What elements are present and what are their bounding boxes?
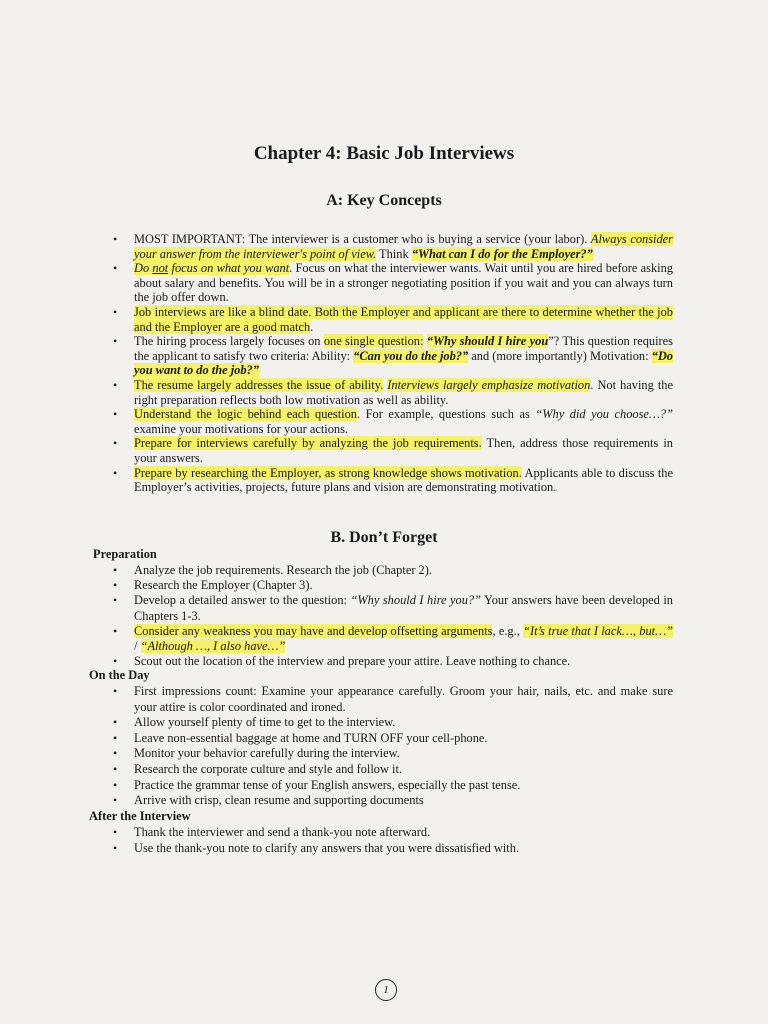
preparation-heading: Preparation <box>93 547 157 561</box>
list-item: • Leave non-essential baggage at home and TURN OFF your cell-phone. <box>113 731 673 747</box>
page-number: 1 <box>375 979 397 1001</box>
on-the-day-heading: On the Day <box>89 668 150 682</box>
key-concepts-list <box>113 232 673 495</box>
list-item: • Use the thank-you note to clarify any answers that you were dissatisfied with. <box>113 841 673 857</box>
list-item: • MOST IMPORTANT: The interviewer is a customer who is buying a service (your labor). Always consider your answer from the interviewer's point of view. Think “What can I do for the Employer?” <box>113 232 673 261</box>
list-item: • Thank the interviewer and send a thank-you note afterward. <box>113 825 673 841</box>
list-item: • Arrive with crisp, clean resume and supporting documents <box>113 793 673 809</box>
list-item: • Understand the logic behind each question. For example, questions such as “Why did you choose…?” examine your motivations for your actions. <box>113 407 673 436</box>
list-item: • Research the corporate culture and style and follow it. <box>113 762 673 778</box>
list-item: • Develop a detailed answer to the question: “Why should I hire you?” Your answers have been developed in Chapters 1-3. <box>113 593 673 623</box>
list-item: • Practice the grammar tense of your English answers, especially the past tense. <box>113 778 673 794</box>
list-item: • Job interviews are like a blind date. Both the Employer and applicant are there to determine whether the job and the Employer are a good match. <box>113 305 673 334</box>
after-interview-heading: After the Interview <box>89 809 191 823</box>
list-item: • Consider any weakness you may have and develop offsetting arguments, e.g., “It’s true that I lack…, but…” / “Although …, I also have…” <box>113 624 673 654</box>
list-item: • Prepare for interviews carefully by analyzing the job requirements. Then, address those requirements in your answers. <box>113 436 673 465</box>
list-item: • The resume largely addresses the issue of ability. Interviews largely emphasize motivation. Not having the right preparation reflects both low motivation as well as ability. <box>113 378 673 407</box>
chapter-title: Chapter 4: Basic Job Interviews <box>253 143 515 164</box>
section-b-title: B. Don’t Forget <box>330 529 438 546</box>
list-item: • Research the Employer (Chapter 3). <box>113 578 673 593</box>
on-the-day-list <box>113 684 673 809</box>
list-item: • Prepare by researching the Employer, as strong knowledge shows motivation. Applicants able to discuss the Employer’s activities, projects, future plans and vision are demonstrating motivation. <box>113 466 673 495</box>
list-item: • Analyze the job requirements. Research the job (Chapter 2). <box>113 563 673 578</box>
list-item: • Allow yourself plenty of time to get to the interview. <box>113 715 673 731</box>
list-item: • Do not focus on what you want. Focus on what the interviewer wants. Wait until you are hired before asking about salary and benefits. You will be in a stronger negotiating position if you wait and you can always turn the job offer down. <box>113 261 673 305</box>
list-item: • First impressions count: Examine your appearance carefully. Groom your hair, nails, etc. and make sure your attire is color coordinated and ironed. <box>113 684 673 715</box>
section-a-title: A: Key Concepts <box>326 192 442 209</box>
list-item: • The hiring process largely focuses on one single question: “Why should I hire you”? This question requires the applicant to satisfy two criteria: Ability: “Can you do the job?” and (more importantly) Motivation: “Do you want to do the job?” <box>113 334 673 378</box>
preparation-list <box>113 563 673 669</box>
list-item: • Scout out the location of the interview and prepare your attire. Leave nothing to chance. <box>113 654 673 669</box>
list-item: • Monitor your behavior carefully during the interview. <box>113 746 673 762</box>
after-interview-list <box>113 825 673 856</box>
